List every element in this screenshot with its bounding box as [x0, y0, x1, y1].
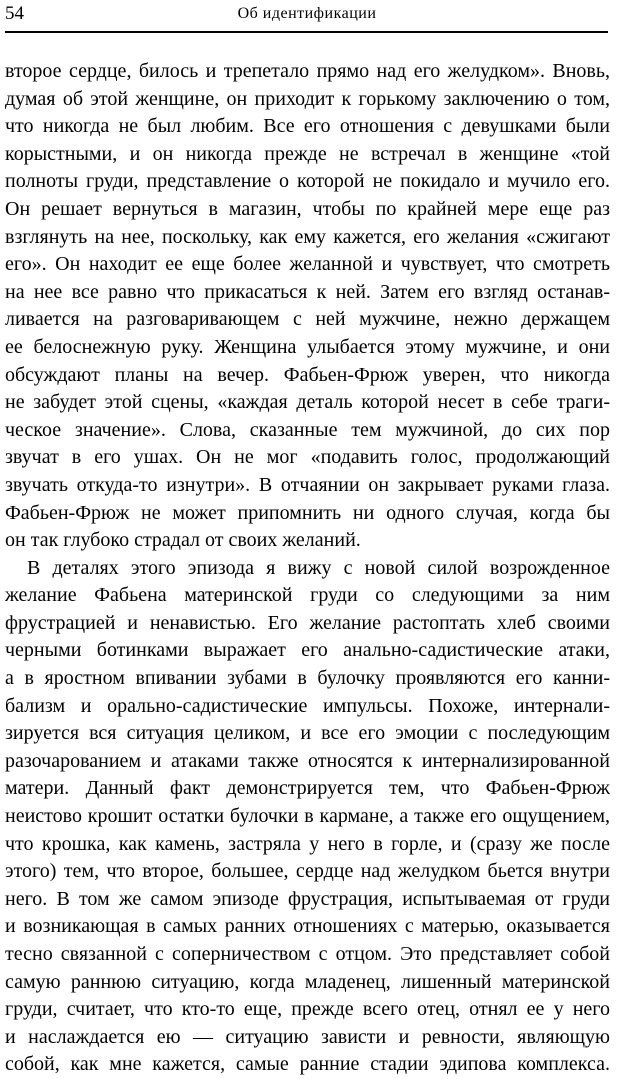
body-text — [5, 58, 610, 1079]
page-number: 54 — [5, 3, 24, 24]
text-line: думая об этой женщине, он приходит к горькому заключению о том, — [5, 87, 610, 110]
text-line: этого) тем, что второе, большее, сердце над желудком бьется внутри — [5, 860, 610, 883]
text-line: звучать откуда-то изнутри». В отчаянии он закрывает руками глаза. — [5, 473, 610, 496]
text-line: Он решает вернуться в магазин, чтобы по крайней мере еще раз — [5, 197, 610, 220]
text-line: его». Он находит ее еще более желанной и чувствует, что смотреть — [5, 253, 610, 276]
text-line: него. В том же самом эпизоде фрустрация, испытываемая от груди — [5, 887, 610, 910]
text-line: Фабьен-Фрюж не может припомнить ни одного случая, когда бы — [5, 501, 610, 524]
text-line: матери. Данный факт демонстрируется тем, что Фабьен-Фрюж — [5, 777, 610, 800]
text-line: фрустрацией и ненавистью. Его желание растоптать хлеб своими — [5, 611, 610, 634]
text-line: полноты груди, представление о которой не покидало и мучило его. — [5, 170, 610, 193]
text-line: что никогда не был любим. Все его отношения с девушками были — [5, 115, 610, 138]
text-line: звучат в его ушах. Он не мог «подавить голос, продолжающий — [5, 446, 610, 469]
text-line: разочарованием и атаками также относятся к интернализированной — [5, 749, 610, 772]
text-line: бализм и орально-садистические импульсы. Похоже, интернали- — [5, 694, 610, 717]
text-line: обсуждают планы на вечер. Фабьен-Фрюж уверен, что никогда — [5, 363, 610, 386]
text-line: груди, считает, что кто-то еще, прежде всего отец, отнял ее у него — [5, 998, 610, 1021]
text-line: а в яростном впивании зубами в булочку проявляются его канни- — [5, 667, 610, 690]
text-line: тесно связанной с соперничеством с отцом. Это представляет собой — [5, 943, 610, 965]
text-line: ее белоснежную руку. Женщина улыбается этому мужчине, и они — [5, 335, 610, 358]
text-line: собой, как мне кажется, самые ранние стадии эдипова комплекса. — [5, 1053, 610, 1076]
text-line: ческое значение». Слова, сказанные тем мужчиной, до сих пор — [5, 418, 610, 441]
text-line: желание Фабьена материнской груди со следующими за ним — [5, 584, 610, 607]
text-line: и возникающая в самых ранних отношениях с матерью, оказывается — [5, 915, 610, 938]
text-line: второе сердце, билось и трепетало прямо над его желудком». Вновь, — [5, 60, 610, 82]
text-line: неистово крошит остатки булочки в кармане, а также его ощущением, — [5, 805, 610, 828]
page-header — [5, 2, 609, 28]
text-line: он так глубоко страдал от своих желаний. — [5, 529, 361, 552]
text-line: ливается на разговаривающем с ней мужчине, нежно держащем — [5, 308, 610, 331]
text-line: взглянуть на нее, поскольку, как ему кажется, его желания «сжигают — [5, 225, 610, 248]
text-line: В деталях этого эпизода я вижу с новой силой возрожденное — [27, 556, 610, 579]
text-line: на нее все равно что прикасаться к ней. Затем его взгляд останав- — [5, 280, 610, 303]
text-line: корыстными, и он никогда прежде не встречал в женщине «той — [5, 142, 610, 165]
text-line: и наслаждается ею — ситуацию зависти и ревности, являющую — [5, 1025, 610, 1048]
text-line: зируется вся ситуация целиком, и все его эмоции с последующим — [5, 722, 610, 745]
running-title: Об идентификации — [237, 5, 377, 22]
text-line: что крошка, как камень, застряла у него в горле, и (сразу же после — [5, 832, 610, 855]
header-rule — [5, 31, 608, 33]
text-line: не забудет этой сцены, «каждая деталь которой несет в себе траги- — [5, 391, 610, 414]
text-line: черными ботинками выражает его анально-садистические атаки, — [5, 639, 610, 662]
text-line: самую раннюю ситуацию, когда младенец, лишенный материнской — [5, 970, 610, 993]
